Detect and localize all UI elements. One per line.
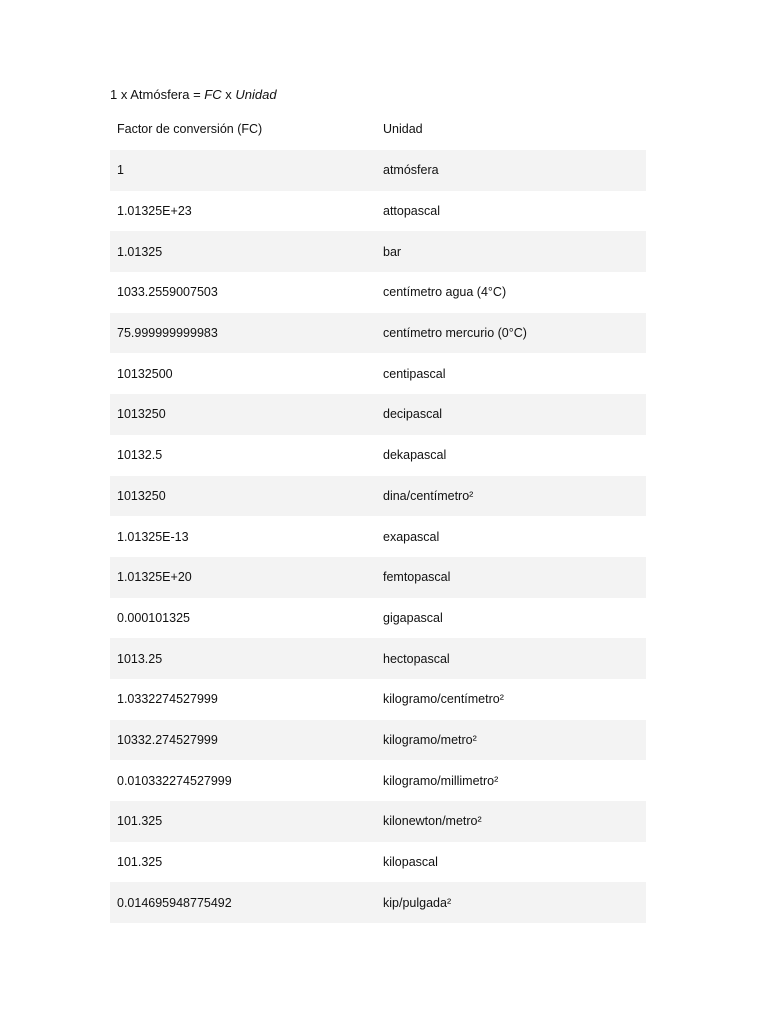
unit-cell: dina/centímetro² [383,488,474,503]
factor-cell: 1.01325E+20 [117,570,192,585]
formula-middle: x [221,87,236,102]
factor-cell: 101.325 [117,855,163,870]
unit-cell: centipascal [383,366,446,381]
table-row [110,842,646,883]
unit-cell: atmósfera [383,163,439,178]
table-row [110,191,646,232]
table-row [110,516,646,557]
factor-cell: 1013250 [117,488,166,503]
unit-cell: centímetro mercurio (0°C) [383,326,527,341]
formula-prefix: 1 x Atmósfera = [110,87,205,102]
factor-cell: 1.0332274527999 [117,692,218,707]
factor-cell: 75.999999999983 [117,326,218,341]
table-row [110,150,646,191]
unit-cell: attopascal [383,204,440,219]
table-row [110,394,646,435]
table-row [110,272,646,313]
factor-cell: 10332.274527999 [117,732,218,747]
table-row [110,720,646,761]
unit-cell: kip/pulgada² [383,895,452,910]
factor-cell: 1033.2559007503 [117,285,218,300]
factor-cell: 1.01325 [117,244,163,259]
table-row [110,476,646,517]
unit-cell: kilogramo/millimetro² [383,773,499,788]
table-row [110,760,646,801]
unit-cell: decipascal [383,407,443,422]
unit-cell: dekapascal [383,448,447,463]
factor-cell: 1 [117,163,124,178]
factor-cell: 10132.5 [117,448,163,463]
factor-cell: 1013250 [117,407,166,422]
factor-cell: 0.000101325 [117,610,190,625]
factor-cell: 0.014695948775492 [117,895,232,910]
unit-cell: kilogramo/centímetro² [383,692,504,707]
header-factor: Factor de conversión (FC) [117,122,263,136]
formula-fc: FC [204,87,222,102]
table-row [110,882,646,923]
table-row [110,801,646,842]
table-row [110,435,646,476]
table-row [110,598,646,639]
formula-unit: Unidad [235,87,277,102]
unit-cell: femtopascal [383,570,451,585]
unit-cell: exapascal [383,529,440,544]
header-unit: Unidad [383,122,423,136]
table-row [110,313,646,354]
unit-cell: kilogramo/metro² [383,732,477,747]
table-row [110,638,646,679]
conversion-formula [110,86,277,104]
unit-cell: centímetro agua (4°C) [383,285,507,300]
table-body [110,150,646,923]
unit-cell: bar [383,244,402,259]
conversion-table [110,108,646,923]
table-header-row [110,108,646,150]
unit-cell: hectopascal [383,651,450,666]
unit-cell: kilonewton/metro² [383,814,482,829]
table-row [110,557,646,598]
table-row [110,353,646,394]
table-row [110,231,646,272]
factor-cell: 10132500 [117,366,173,381]
factor-cell: 1.01325E-13 [117,529,189,544]
factor-cell: 1013.25 [117,651,163,666]
table-row [110,679,646,720]
unit-cell: gigapascal [383,610,443,625]
factor-cell: 101.325 [117,814,163,829]
factor-cell: 0.010332274527999 [117,773,232,788]
unit-cell: kilopascal [383,855,438,870]
factor-cell: 1.01325E+23 [117,204,192,219]
